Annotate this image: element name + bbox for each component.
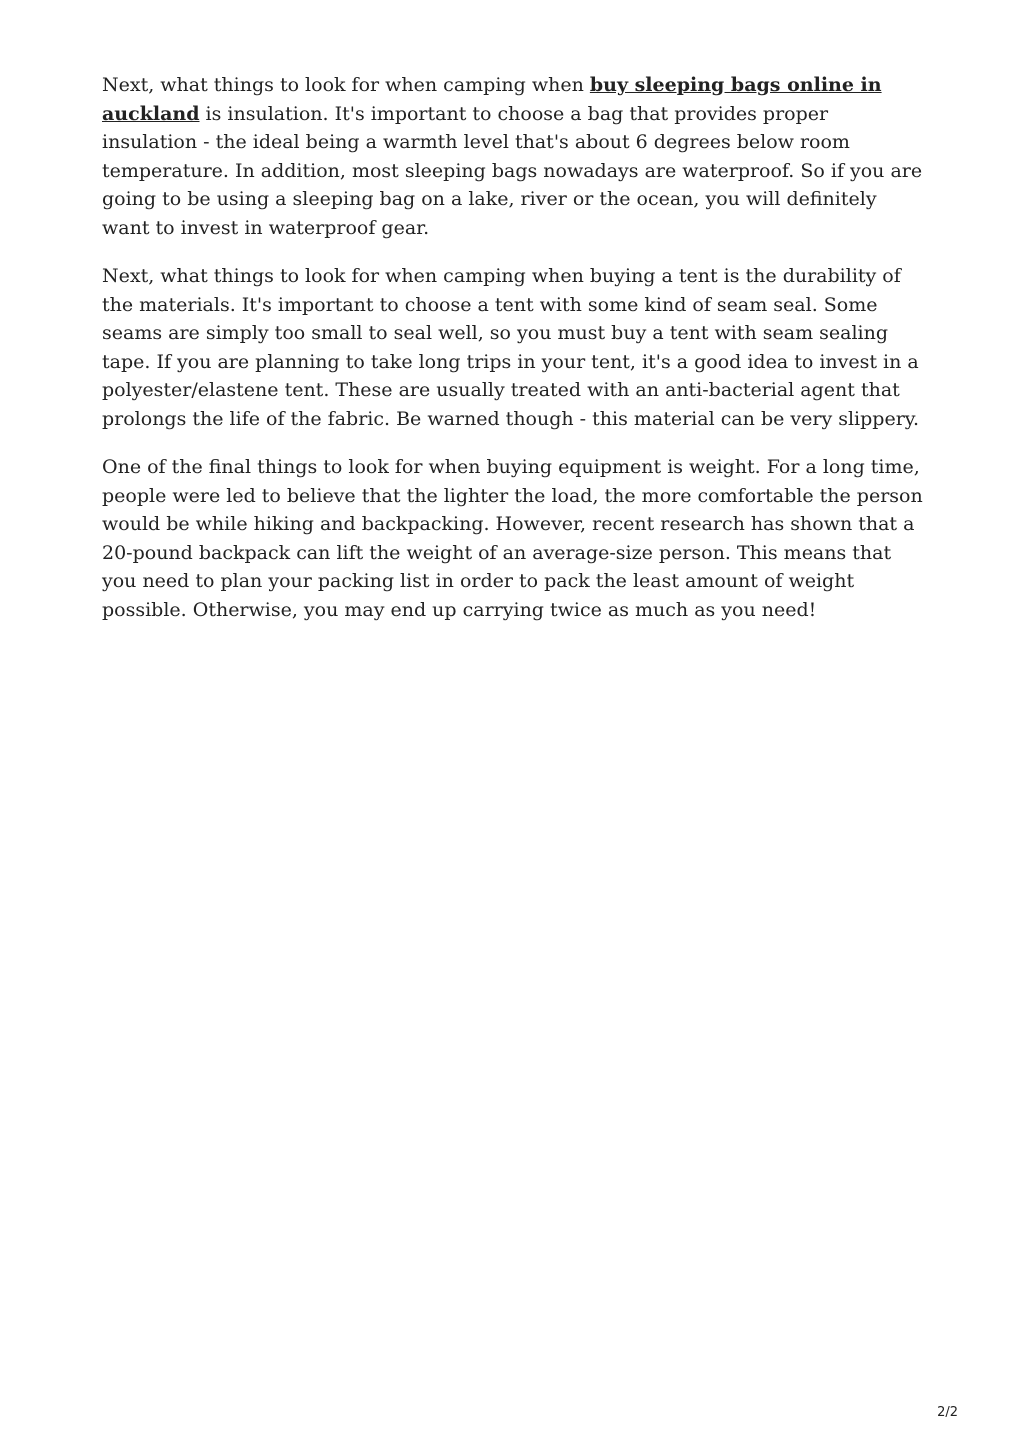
paragraph-tent-durability: Next, what things to look for when camping when buying a tent is the durability of the materials. It's important to choose a tent with some kind of seam seal. Some seams are simply too small to seal well, so you must buy a tent with seam sealing tape. If you are planning to take long trips in your tent, it's a good idea to invest in a polyester/elastene tent. These are usually treated with an anti-bacterial agent that prolongs the life of the fabric. Be warned though - this material can be very slippery. [102, 265, 920, 430]
article-body [102, 71, 924, 644]
paragraph-insulation-rest: is insulation. It's important to choose a bag that provides proper insulation - the ideal being a warmth level that's about 6 degrees below room temperature. In addition, most sleeping bags nowadays are waterproof. So if you are going to be using a sleeping bag on a lake, river or the ocean, you will definitely want to invest in waterproof gear. [102, 102, 923, 239]
paragraph-insulation-intro: Next, what things to look for when camping when [102, 74, 590, 96]
sleeping-bags-link[interactable]: buy sleeping bags online in auckland [102, 74, 882, 125]
paragraph-insulation [102, 71, 924, 242]
paragraph-weight: One of the final things to look for when buying equipment is weight. For a long time, people were led to believe that the lighter the load, the more comfortable the person would be while hiking and backpacking. However, recent research has shown that a 20-pound backpack can lift the weight of an average-size person. This means that you need to plan your packing list in order to pack the least amount of weight possible. Otherwise, you may end up carrying twice as much as you need! [102, 456, 923, 621]
page-number: 2/2 [937, 1405, 958, 1420]
